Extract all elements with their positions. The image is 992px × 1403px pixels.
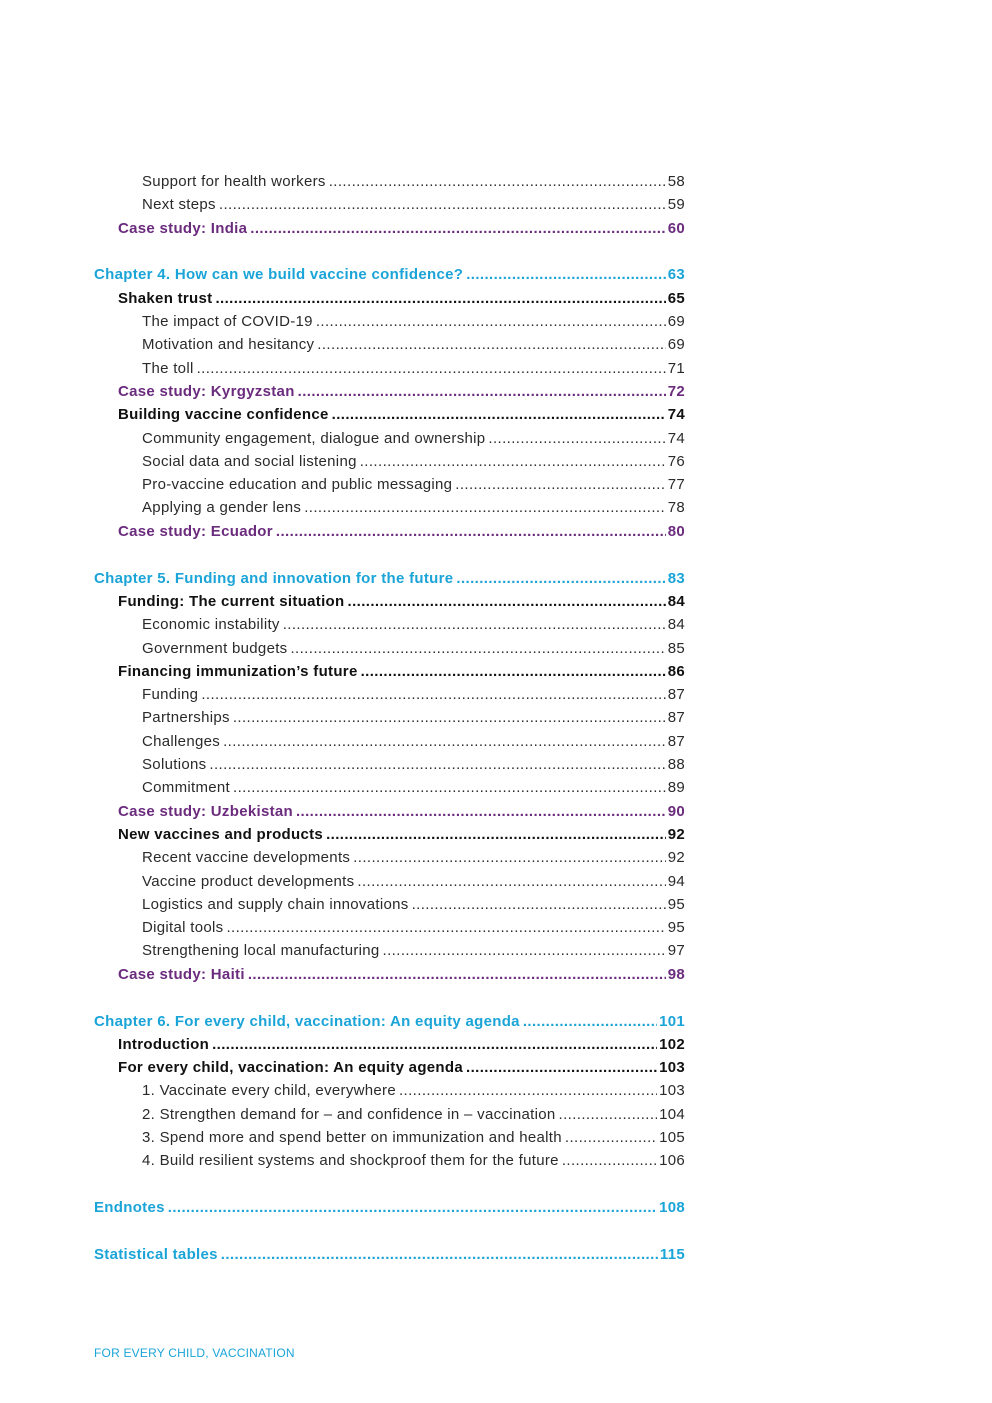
toc-entry-chapter[interactable] bbox=[94, 1243, 685, 1266]
dot-leader bbox=[348, 590, 666, 613]
dot-leader bbox=[466, 263, 666, 286]
toc-entry-title: Case study: Kyrgyzstan bbox=[118, 382, 295, 400]
dot-leader bbox=[562, 1149, 657, 1172]
toc-page-number: 103 bbox=[659, 1082, 685, 1100]
dot-leader bbox=[233, 706, 666, 729]
toc-entry-section[interactable] bbox=[94, 287, 685, 310]
toc-entry-section[interactable] bbox=[94, 1056, 685, 1079]
toc-entry-sub[interactable] bbox=[94, 1079, 685, 1102]
dot-leader bbox=[283, 613, 666, 636]
toc-entry-title: Community engagement, dialogue and ownership bbox=[142, 429, 486, 447]
toc-entry-sub[interactable] bbox=[94, 357, 685, 380]
dot-leader bbox=[466, 1056, 657, 1079]
toc-page-number: 97 bbox=[667, 942, 685, 960]
toc-entry-section[interactable] bbox=[94, 823, 685, 846]
dot-leader bbox=[248, 963, 666, 986]
toc-entry-title: 4. Build resilient systems and shockproof them for the future bbox=[142, 1152, 559, 1170]
toc-entry-title: Building vaccine confidence bbox=[118, 406, 329, 424]
toc-entry-title: The toll bbox=[142, 359, 194, 377]
dot-leader bbox=[221, 1243, 658, 1266]
dot-leader bbox=[201, 683, 665, 706]
toc-entry-title: Challenges bbox=[142, 732, 221, 750]
dot-leader bbox=[209, 753, 665, 776]
toc-entry-title: Strengthening local manufacturing bbox=[142, 942, 380, 960]
toc-entry-case[interactable] bbox=[94, 800, 685, 823]
toc-page-number: 92 bbox=[667, 849, 685, 867]
toc-entry-title: Introduction bbox=[118, 1035, 210, 1053]
toc-entry-sub[interactable] bbox=[94, 637, 685, 660]
toc-entry-title: Chapter 5. Funding and innovation for the future bbox=[94, 569, 454, 587]
toc-page-number: 108 bbox=[659, 1199, 685, 1217]
toc-page-number: 88 bbox=[667, 756, 685, 774]
dot-leader bbox=[219, 193, 666, 216]
toc-entry-sub[interactable] bbox=[94, 870, 685, 893]
toc-spacer bbox=[94, 543, 685, 567]
dot-leader bbox=[565, 1126, 657, 1149]
toc-page-number: 59 bbox=[667, 196, 685, 214]
toc-entry-title: Economic instability bbox=[142, 616, 280, 634]
toc-entry-title: Support for health workers bbox=[142, 173, 326, 190]
toc-entry-sub[interactable] bbox=[94, 496, 685, 519]
toc-entry-sub[interactable] bbox=[94, 846, 685, 869]
toc-entry-title: Social data and social listening bbox=[142, 452, 357, 470]
toc-entry-title: New vaccines and products bbox=[118, 825, 324, 843]
toc-page-number: 87 bbox=[667, 732, 685, 750]
dot-leader bbox=[559, 1103, 658, 1126]
toc-page-number: 74 bbox=[667, 406, 685, 424]
toc-entry-sub[interactable] bbox=[94, 1103, 685, 1126]
dot-leader bbox=[250, 217, 665, 240]
toc-page-number: 72 bbox=[667, 382, 685, 400]
toc-entry-title: Partnerships bbox=[142, 709, 230, 727]
dot-leader bbox=[226, 916, 665, 939]
dot-leader bbox=[412, 893, 666, 916]
table-of-contents bbox=[94, 170, 685, 1266]
running-footer: FOR EVERY CHILD, VACCINATION bbox=[94, 1346, 295, 1360]
toc-page-number: 83 bbox=[667, 569, 685, 587]
toc-page-number: 87 bbox=[667, 709, 685, 727]
toc-entry-title: Case study: Uzbekistan bbox=[118, 802, 293, 820]
toc-entry-title: Applying a gender lens bbox=[142, 499, 302, 517]
toc-page-number: 106 bbox=[659, 1152, 685, 1170]
toc-entry-title: Case study: Haiti bbox=[118, 965, 245, 983]
dot-leader bbox=[215, 287, 665, 310]
toc-entry-title: 2. Strengthen demand for – and confidence in – vaccination bbox=[142, 1105, 556, 1123]
toc-entry-sub[interactable] bbox=[94, 776, 685, 799]
dot-leader bbox=[357, 870, 665, 893]
toc-entry-sub[interactable] bbox=[94, 1126, 685, 1149]
toc-entry-sub[interactable] bbox=[94, 753, 685, 776]
toc-entry-section[interactable] bbox=[94, 403, 685, 426]
toc-entry-title: Motivation and hesitancy bbox=[142, 336, 315, 354]
toc-entry-section[interactable] bbox=[94, 1033, 685, 1056]
toc-entry-sub[interactable] bbox=[94, 706, 685, 729]
toc-page-number: 90 bbox=[667, 802, 685, 820]
toc-page-number: 58 bbox=[667, 173, 685, 190]
toc-entry-title: Funding bbox=[142, 686, 199, 704]
toc-entry-title: Shaken trust bbox=[118, 289, 213, 307]
toc-entry-title: Logistics and supply chain innovations bbox=[142, 895, 409, 913]
dot-leader bbox=[456, 567, 665, 590]
toc-entry-title: Vaccine product developments bbox=[142, 872, 355, 890]
dot-leader bbox=[523, 1010, 657, 1033]
toc-entry-title: Recent vaccine developments bbox=[142, 849, 351, 867]
toc-page-number: 95 bbox=[667, 919, 685, 937]
toc-entry-chapter[interactable] bbox=[94, 263, 685, 286]
toc-page-number: 102 bbox=[659, 1035, 685, 1053]
dot-leader bbox=[361, 660, 666, 683]
toc-entry-sub[interactable] bbox=[94, 939, 685, 962]
toc-entry-title: Financing immunization’s future bbox=[118, 662, 358, 680]
toc-entry-title: Solutions bbox=[142, 756, 207, 774]
dot-leader bbox=[332, 403, 666, 426]
toc-page-number: 105 bbox=[659, 1129, 685, 1147]
toc-page-number: 87 bbox=[667, 686, 685, 704]
toc-entry-sub[interactable] bbox=[94, 1149, 685, 1172]
toc-entry-title: Statistical tables bbox=[94, 1246, 218, 1264]
toc-page-number: 63 bbox=[667, 266, 685, 284]
toc-entry-sub[interactable] bbox=[94, 613, 685, 636]
dot-leader bbox=[304, 496, 665, 519]
dot-leader bbox=[360, 450, 666, 473]
toc-entry-section[interactable] bbox=[94, 660, 685, 683]
toc-entry-sub[interactable] bbox=[94, 893, 685, 916]
dot-leader bbox=[353, 846, 665, 869]
toc-page-number: 84 bbox=[667, 592, 685, 610]
toc-page-number: 115 bbox=[659, 1246, 685, 1264]
toc-spacer bbox=[94, 1173, 685, 1197]
toc-page-number: 103 bbox=[659, 1059, 685, 1077]
toc-page-number: 101 bbox=[659, 1012, 685, 1030]
toc-entry-title: Endnotes bbox=[94, 1199, 165, 1217]
toc-entry-title: The impact of COVID-19 bbox=[142, 313, 313, 331]
toc-page-number: 60 bbox=[667, 219, 685, 237]
toc-entry-case[interactable] bbox=[94, 963, 685, 986]
dot-leader bbox=[326, 823, 666, 846]
toc-entry-title: 1. Vaccinate every child, everywhere bbox=[142, 1082, 396, 1100]
toc-entry-title: Case study: Ecuador bbox=[118, 522, 273, 540]
dot-leader bbox=[290, 637, 665, 660]
toc-entry-title: Commitment bbox=[142, 779, 231, 797]
toc-entry-title: Case study: India bbox=[118, 219, 248, 237]
toc-page-number: 71 bbox=[667, 359, 685, 377]
toc-entry-title: For every child, vaccination: An equity agenda bbox=[118, 1059, 463, 1077]
toc-entry-case[interactable] bbox=[94, 520, 685, 543]
toc-page-number: 76 bbox=[667, 452, 685, 470]
toc-entry-title: Chapter 6. For every child, vaccination: An equity agenda bbox=[94, 1012, 520, 1030]
toc-entry-sub[interactable] bbox=[94, 170, 685, 193]
dot-leader bbox=[233, 776, 666, 799]
toc-entry-chapter[interactable] bbox=[94, 1196, 685, 1219]
toc-entry-case[interactable] bbox=[94, 217, 685, 240]
dot-leader bbox=[488, 427, 665, 450]
toc-spacer bbox=[94, 1220, 685, 1244]
toc-spacer bbox=[94, 240, 685, 264]
toc-entry-sub[interactable] bbox=[94, 427, 685, 450]
toc-entry-title: Funding: The current situation bbox=[118, 592, 345, 610]
toc-spacer bbox=[94, 986, 685, 1010]
toc-entry-sub[interactable] bbox=[94, 683, 685, 706]
toc-page-number: 86 bbox=[667, 662, 685, 680]
dot-leader bbox=[383, 939, 666, 962]
dot-leader bbox=[223, 730, 666, 753]
dot-leader bbox=[316, 310, 666, 333]
dot-leader bbox=[276, 520, 666, 543]
toc-entry-title: Chapter 4. How can we build vaccine confidence? bbox=[94, 266, 464, 284]
toc-entry-chapter[interactable] bbox=[94, 1010, 685, 1033]
toc-entry-sub[interactable] bbox=[94, 310, 685, 333]
dot-leader bbox=[455, 473, 665, 496]
toc-page-number: 69 bbox=[667, 313, 685, 331]
dot-leader bbox=[168, 1196, 657, 1219]
toc-page-number: 78 bbox=[667, 499, 685, 517]
dot-leader bbox=[317, 333, 665, 356]
dot-leader bbox=[197, 357, 666, 380]
toc-page-number: 92 bbox=[667, 825, 685, 843]
toc-page-number: 77 bbox=[667, 476, 685, 494]
toc-entry-sub[interactable] bbox=[94, 333, 685, 356]
toc-entry-sub[interactable] bbox=[94, 916, 685, 939]
toc-entry-title: Next steps bbox=[142, 196, 216, 214]
dot-leader bbox=[212, 1033, 657, 1056]
toc-page-number: 89 bbox=[667, 779, 685, 797]
toc-entry-title: Pro-vaccine education and public messaging bbox=[142, 476, 453, 494]
toc-entry-title: Government budgets bbox=[142, 639, 288, 657]
toc-entry-sub[interactable] bbox=[94, 473, 685, 496]
toc-page-number: 74 bbox=[667, 429, 685, 447]
toc-page-number: 94 bbox=[667, 872, 685, 890]
dot-leader bbox=[296, 800, 666, 823]
toc-page-number: 84 bbox=[667, 616, 685, 634]
dot-leader bbox=[329, 170, 666, 193]
toc-page-number: 65 bbox=[667, 289, 685, 307]
toc-entry-section[interactable] bbox=[94, 590, 685, 613]
toc-page-number: 104 bbox=[659, 1105, 685, 1123]
toc-page-number: 95 bbox=[667, 895, 685, 913]
toc-entry-sub[interactable] bbox=[94, 730, 685, 753]
dot-leader bbox=[298, 380, 666, 403]
toc-entry-chapter[interactable] bbox=[94, 567, 685, 590]
toc-page-number: 69 bbox=[667, 336, 685, 354]
toc-page-number: 85 bbox=[667, 639, 685, 657]
toc-page-number: 98 bbox=[667, 965, 685, 983]
toc-entry-title: 3. Spend more and spend better on immunization and health bbox=[142, 1129, 562, 1147]
toc-entry-title: Digital tools bbox=[142, 919, 224, 937]
toc-entry-sub[interactable] bbox=[94, 193, 685, 216]
dot-leader bbox=[399, 1079, 657, 1102]
toc-entry-sub[interactable] bbox=[94, 450, 685, 473]
toc-page-number: 80 bbox=[667, 522, 685, 540]
toc-entry-case[interactable] bbox=[94, 380, 685, 403]
